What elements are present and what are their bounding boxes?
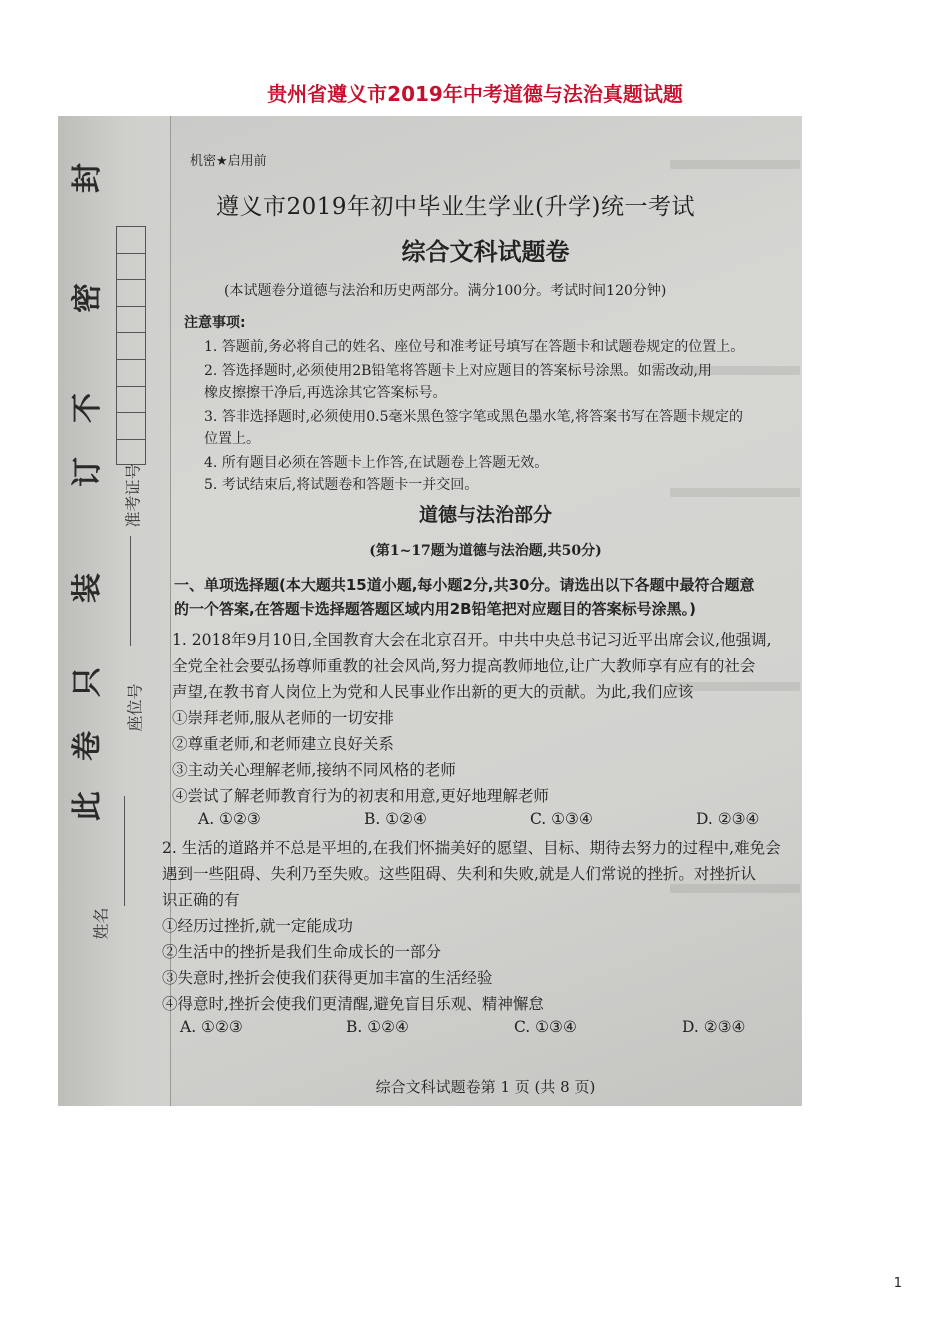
document-title: 贵州省遵义市2019年中考道德与法治真题试题 (267, 82, 683, 106)
question-1-line: 1. 2018年9月10日,全国教育大会在北京召开。中共中央总书记习近平出席会议,他强调, (172, 631, 772, 649)
page-number: 1 (893, 1276, 902, 1291)
note-line: 5. 考试结束后,将试题卷和答题卡一并交回。 (204, 477, 479, 493)
name-label: 姓名 (91, 907, 111, 940)
part-title: 道德与法治部分 (418, 504, 552, 526)
page-footer: 综合文科试题卷第 1 页 (共 8 页) (375, 1078, 596, 1096)
question-2-line: ②生活中的挫折是我们生命成长的一部分 (162, 943, 442, 961)
seal-char: 装 (70, 573, 105, 603)
exam-subtitle: 综合文科试题卷 (401, 237, 570, 266)
note-line: 位置上。 (204, 431, 260, 447)
exam-content (162, 116, 793, 1106)
question-1-option-b: B. ①②④ (364, 810, 427, 828)
notes-heading: 注意事项: (184, 315, 246, 331)
note-line: 橡皮擦擦干净后,再选涂其它答案标号。 (204, 385, 447, 401)
question-2-line: ①经历过挫折,就一定能成功 (162, 917, 353, 935)
exam-number-label: 准考证号 (123, 463, 143, 528)
seat-label: 座位号 (125, 683, 145, 732)
seal-char: 只 (70, 667, 105, 697)
exam-title: 遵义市2019年初中毕业生学业(升学)统一考试 (216, 194, 695, 220)
question-2-line: 2. 生活的道路并不总是平坦的,在我们怀揣美好的愿望、目标、期待去努力的过程中,难免会 (162, 839, 781, 857)
note-line: 2. 答选择题时,必须使用2B铅笔将答题卡上对应题目的答案标号涂黑。如需改动,用 (204, 363, 712, 379)
exam-meta: (本试题卷分道德与法治和历史两部分。满分100分。考试时间120分钟) (224, 283, 667, 299)
question-2-line: ③失意时,挫折会使我们获得更加丰富的生活经验 (162, 969, 493, 987)
note-line: 3. 答非选择题时,必须使用0.5毫米黑色签字笔或黑色墨水笔,将答案书写在答题卡规定的 (204, 409, 743, 425)
seal-char: 密 (70, 283, 105, 313)
question-2-line: 遇到一些阻碍、失利乃至失败。这些阻碍、失利和失败,就是人们常说的挫折。对挫折认 (162, 865, 756, 883)
question-1-line: 声望,在教书育人岗位上为党和人民事业作出新的更大的贡献。为此,我们应该 (172, 683, 694, 701)
question-2-line: ④得意时,挫折会使我们更清醒,避免盲目乐观、精神懈怠 (162, 995, 544, 1013)
name-line (124, 796, 125, 906)
seal-char: 不 (70, 393, 105, 423)
seal-char: 卷 (70, 731, 105, 761)
question-1-option-a: A. ①②③ (198, 810, 261, 828)
seal-char: 封 (70, 163, 105, 193)
question-2-option-d: D. ②③④ (682, 1018, 746, 1036)
question-1-line: 全党全社会要弘扬尊师重教的社会风尚,努力提高教师地位,让广大教师享有应有的社会 (172, 657, 756, 675)
note-line: 1. 答题前,务必将自己的姓名、座位号和准考证号填写在答题卡和试题卷规定的位置上。 (204, 339, 745, 355)
question-1-line: ④尝试了解老师教育行为的初衷和用意,更好地理解老师 (172, 787, 549, 805)
question-1-line: ③主动关心理解老师,接纳不同风格的老师 (172, 761, 456, 779)
seat-line (130, 536, 131, 646)
question-1-line: ②尊重老师,和老师建立良好关系 (172, 735, 394, 753)
secret-label: 机密★启用前 (190, 154, 267, 169)
note-line: 4. 所有题目必须在答题卡上作答,在试题卷上答题无效。 (204, 455, 549, 471)
question-1-option-d: D. ②③④ (696, 810, 760, 828)
question-2-option-b: B. ①②④ (346, 1018, 409, 1036)
exam-number-boxes (116, 226, 146, 466)
section-instruction: 一、单项选择题(本大题共15道小题,每小题2分,共30分。请选出以下各题中最符合题意 (174, 576, 755, 594)
seal-char: 订 (70, 457, 105, 487)
question-2-option-a: A. ①②③ (180, 1018, 243, 1036)
section-instruction: 的一个答案,在答题卡选择题答题区域内用2B铅笔把对应题目的答案标号涂黑。) (174, 600, 696, 618)
binding-strip (58, 116, 171, 1106)
question-1-option-c: C. ①③④ (530, 810, 593, 828)
question-1-line: ①崇拜老师,服从老师的一切安排 (172, 709, 394, 727)
question-2-option-c: C. ①③④ (514, 1018, 577, 1036)
seal-char: 此 (70, 791, 105, 821)
exam-paper-photo (58, 116, 802, 1106)
question-2-line: 识正确的有 (162, 891, 240, 909)
part-subtitle: (第1~17题为道德与法治题,共50分) (369, 543, 602, 559)
